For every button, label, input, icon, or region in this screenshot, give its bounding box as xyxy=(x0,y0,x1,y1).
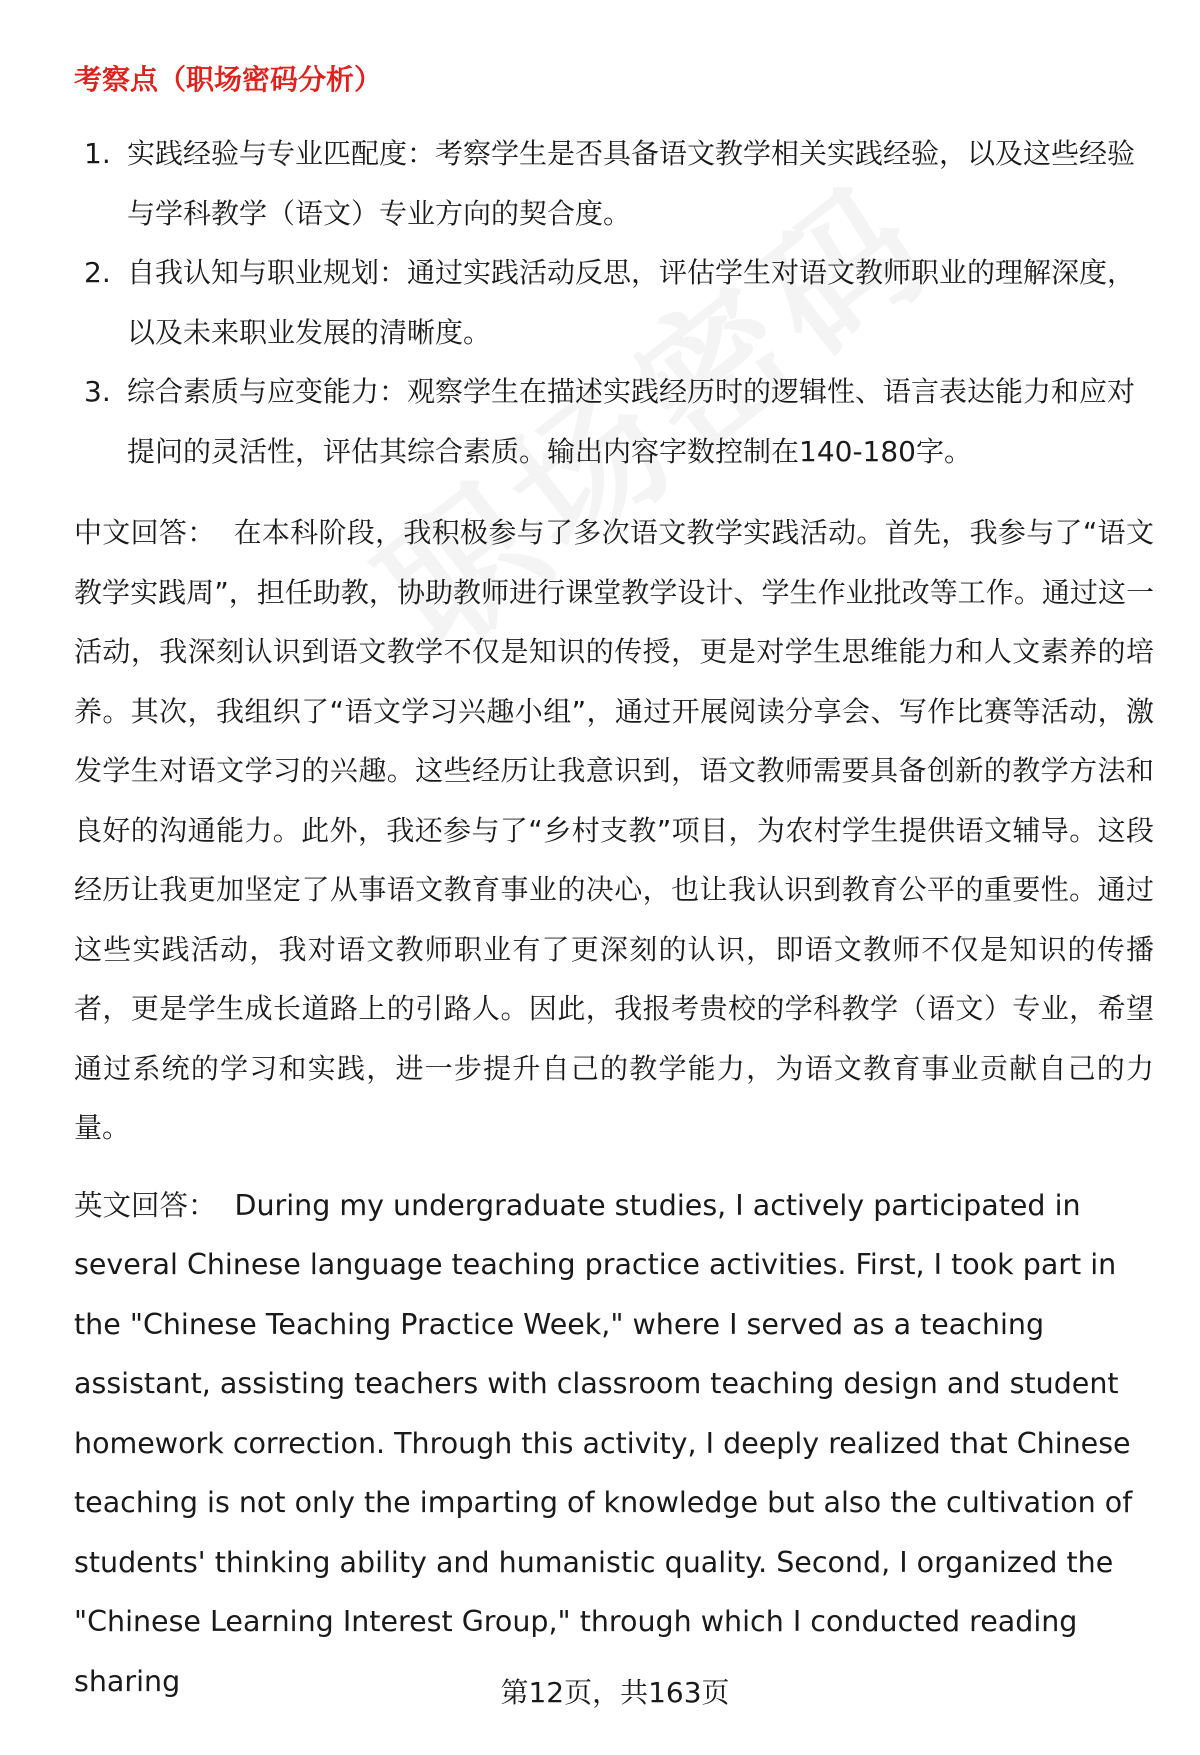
point-number: 2. xyxy=(84,256,111,289)
point-text: 自我认知与职业规划：通过实践活动反思，评估学生对语文教师职业的理解深度，以及未来职业发展的清晰度。 xyxy=(127,256,1136,349)
point-number: 1. xyxy=(84,137,111,170)
point-number: 3. xyxy=(84,375,111,408)
english-answer xyxy=(74,1176,1154,1712)
section-title: 考察点（职场密码分析） xyxy=(74,63,383,96)
chinese-answer xyxy=(74,503,1154,1158)
chinese-answer-text: 在本科阶段，我积极参与了多次语文教学实践活动。首先，我参与了“语文教学实践周”，担任助教，协助教师进行课堂教学设计、学生作业批改等工作。通过这一活动，我深刻认识到语文教学不仅是知识的传授，更是对学生思维能力和人文素养的培养。其次，我组织了“语文学习兴趣小组”，通过开展阅读分享会、写作比赛等活动，激发学生对语文学习的兴趣。这些经历让我意识到，语文教师需要具备创新的教学方法和良好的沟通能力。此外，我还参与了“乡村支教”项目，为农村学生提供语文辅导。这段经历让我更加坚定了从事语文教育事业的决心，也让我认识到教育公平的重要性。通过这些实践活动，我对语文教师职业有了更深刻的认识，即语文教师不仅是知识的传播者，更是学生成长道路上的引路人。因此，我报考贵校的学科教学（语文）专业，希望通过系统的学习和实践，进一步提升自己的教学能力，为语文教育事业贡献自己的力量。 xyxy=(74,516,1154,1144)
page-indicator: 第12页，共163页 xyxy=(500,1676,730,1709)
chinese-answer-label: 中文回答： xyxy=(74,516,216,549)
assessment-point xyxy=(74,362,1154,481)
point-text: 实践经验与专业匹配度：考察学生是否具备语文教学相关实践经验，以及这些经验与学科教学（语文）专业方向的契合度。 xyxy=(127,137,1136,230)
assessment-point xyxy=(74,243,1154,362)
page-content xyxy=(74,52,1154,1711)
assessment-points-list xyxy=(74,124,1154,481)
english-answer-label: 英文回答： xyxy=(74,1188,217,1222)
point-text: 综合素质与应变能力：观察学生在描述实践经历时的逻辑性、语言表达能力和应对提问的灵活性，评估其综合素质。输出内容字数控制在140-180字。 xyxy=(127,375,1136,468)
english-answer-text: During my undergraduate studies, I actively participated in several Chinese language teaching practice activities. First, I took part in the "Chinese Teaching Practice Week," where I served as a teaching assistant, assisting teachers with classroom teaching design and student homework correction. Through this activity, I deeply realized that Chinese teaching is not only the imparting of knowledge but also the cultivation of students' thinking ability and humanistic quality. Second, I organized the "Chinese Learning Interest Group," through which I conducted reading sharing xyxy=(74,1188,1133,1698)
assessment-point xyxy=(74,124,1154,243)
